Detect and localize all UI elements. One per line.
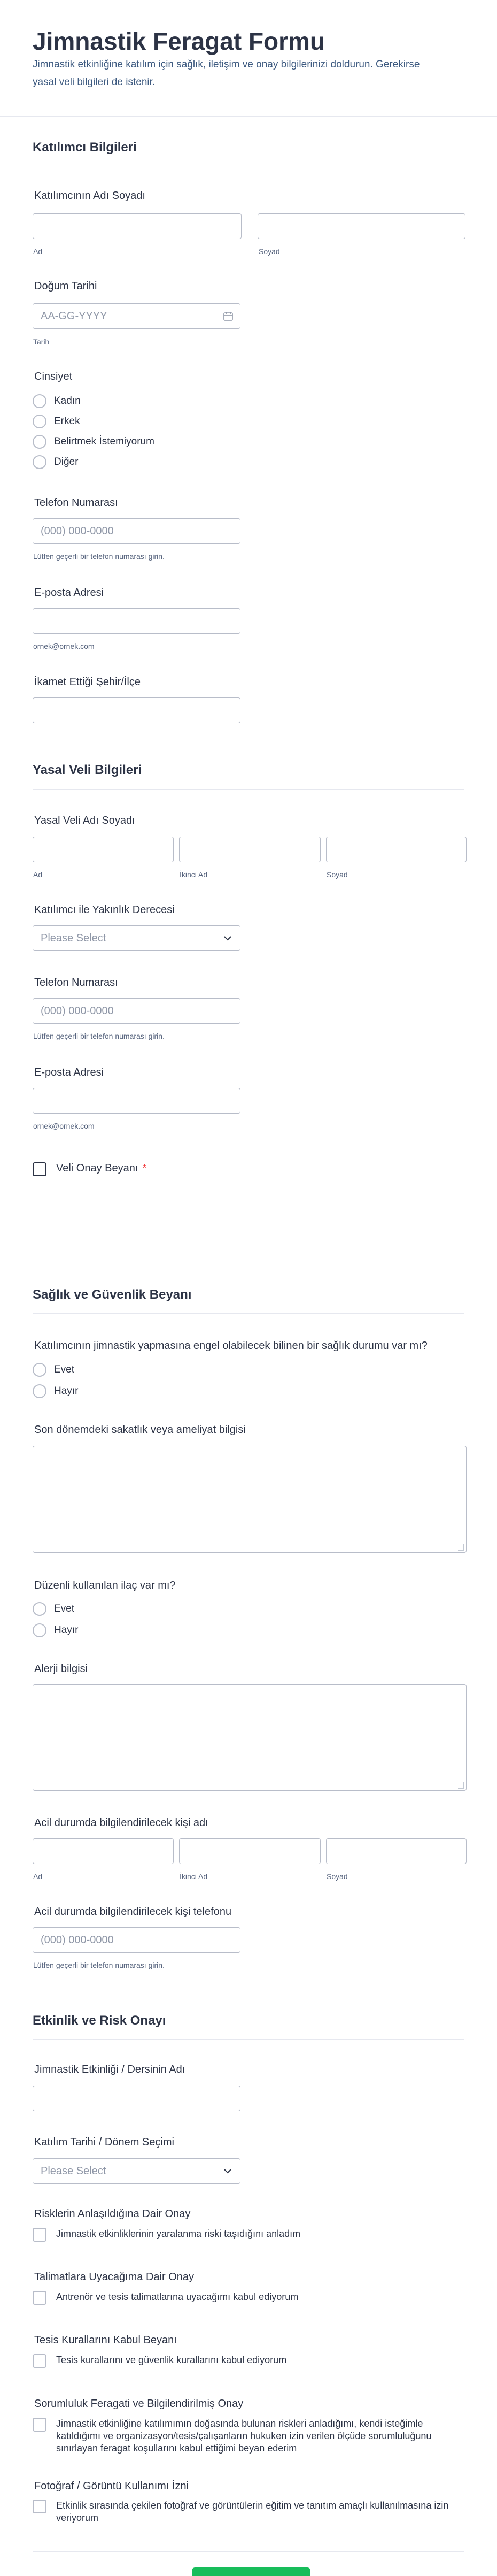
- footer-divider: [33, 2551, 464, 2552]
- participant-email-input[interactable]: [33, 608, 240, 634]
- dob-sublabel: Tarih: [33, 338, 50, 346]
- radio-label: Evet: [54, 1364, 75, 1375]
- health-condition-label: Katılımcının jimnastik yapmasına engel olabilecek bilinen bir sağlık durumu var mı?: [34, 1340, 428, 1352]
- radio-button[interactable]: [33, 1363, 46, 1377]
- guardian-last-name-input[interactable]: [326, 837, 467, 862]
- waiver-title: Sorumluluk Feragati ve Bilgilendirilmiş Onay: [34, 2398, 244, 2410]
- event-label: Jimnastik Etkinliği / Dersinin Adı: [34, 2064, 185, 2075]
- relation-label: Katılımcı ile Yakınlık Derecesi: [34, 904, 175, 916]
- section-title-health: Sağlık ve Güvenlik Beyanı: [33, 1287, 192, 1302]
- guardian-phone-input[interactable]: [33, 998, 240, 1024]
- gender-option[interactable]: [33, 455, 78, 470]
- instructions-checkbox-row[interactable]: [33, 2291, 298, 2305]
- gender-option[interactable]: [33, 394, 81, 409]
- checkbox-label: Etkinlik sırasında çekilen fotoğraf ve görüntülerin eğitim ve tanıtım amaçlı kullanılmasına izin veriyorum: [56, 2500, 449, 2523]
- dob-placeholder: AA-GG-YYYY: [41, 310, 107, 322]
- participant-phone-input[interactable]: [33, 518, 240, 544]
- section-divider: [33, 1313, 464, 1314]
- health-condition-no[interactable]: [33, 1384, 78, 1399]
- participant-phone-sublabel: Lütfen geçerli bir telefon numarası girin.: [33, 552, 165, 561]
- gender-label: Cinsiyet: [34, 371, 73, 382]
- emergency-phone-sublabel: Lütfen geçerli bir telefon numarası girin.: [33, 1961, 165, 1969]
- checkbox[interactable]: [33, 2418, 46, 2432]
- dob-label: Doğum Tarihi: [34, 280, 97, 292]
- participant-email-sublabel: ornek@ornek.com: [33, 642, 95, 650]
- participant-first-name-sublabel: Ad: [33, 247, 43, 256]
- guardian-email-input[interactable]: [33, 1088, 240, 1114]
- checkbox-label: Antrenör ve tesis talimatlarına uyacağımı kabul ediyorum: [56, 2291, 299, 2302]
- radio-label: Kadın: [54, 395, 81, 407]
- guardian-name-label: Yasal Veli Adı Soyadı: [34, 815, 135, 826]
- radio-button[interactable]: [33, 1384, 46, 1398]
- checkbox[interactable]: [33, 2354, 46, 2368]
- city-label: İkamet Ettiği Şehir/İlçe: [34, 676, 141, 688]
- section-title-participant: Katılımcı Bilgileri: [33, 140, 137, 155]
- allergy-label: Alerji bilgisi: [34, 1663, 88, 1675]
- radio-button[interactable]: [33, 394, 46, 408]
- checkbox-label: Tesis kurallarını ve güvenlik kurallarını kabul ediyorum: [56, 2355, 287, 2365]
- guardian-first-name-input[interactable]: [33, 837, 174, 862]
- date-select[interactable]: [33, 2158, 240, 2184]
- chevron-down-icon: [222, 2165, 234, 2177]
- form-header: [0, 0, 497, 117]
- chevron-down-icon: [222, 932, 234, 944]
- radio-label: Erkek: [54, 416, 80, 427]
- photo-checkbox-row[interactable]: [33, 2500, 464, 2524]
- checkbox-label: [56, 1162, 146, 1175]
- radio-label: Hayır: [54, 1624, 79, 1636]
- radio-button[interactable]: [33, 1623, 46, 1637]
- checkbox[interactable]: [33, 2500, 46, 2513]
- participant-name-label: Katılımcının Adı Soyadı: [34, 190, 145, 202]
- medication-label: Düzenli kullanılan ilaç var mı?: [34, 1580, 176, 1591]
- injury-textarea[interactable]: [33, 1446, 467, 1553]
- section-title-activity: Etkinlik ve Risk Onayı: [33, 2013, 166, 2028]
- select-placeholder: Please Select: [41, 932, 106, 944]
- phone-placeholder: (000) 000-0000: [41, 1005, 114, 1017]
- gender-option[interactable]: [33, 414, 80, 429]
- injury-label: Son dönemdeki sakatlık veya ameliyat bilgisi: [34, 1424, 246, 1436]
- guardian-first-sublabel: Ad: [33, 870, 43, 879]
- emergency-middle-name-input[interactable]: [179, 1838, 321, 1864]
- medication-no[interactable]: [33, 1623, 78, 1638]
- required-mark: *: [142, 1162, 147, 1174]
- guardian-phone-sublabel: Lütfen geçerli bir telefon numarası girin.: [33, 1032, 165, 1040]
- risk-title: Risklerin Anlaşıldığına Dair Onay: [34, 2208, 191, 2220]
- emergency-name-label: Acil durumda bilgilendirilecek kişi adı: [34, 1817, 208, 1829]
- phone-placeholder: (000) 000-0000: [41, 1934, 114, 1946]
- rules-title: Tesis Kurallarını Kabul Beyanı: [34, 2334, 177, 2346]
- risk-checkbox-row[interactable]: [33, 2228, 300, 2242]
- participant-first-name-input[interactable]: [33, 213, 242, 239]
- dob-input[interactable]: [33, 303, 240, 329]
- participant-phone-label: Telefon Numarası: [34, 497, 118, 509]
- allergy-textarea[interactable]: [33, 1684, 467, 1791]
- radio-button[interactable]: [33, 455, 46, 469]
- radio-label: Hayır: [54, 1385, 79, 1397]
- participant-last-name-sublabel: Soyad: [259, 247, 280, 256]
- emergency-phone-label: Acil durumda bilgilendirilecek kişi telefonu: [34, 1906, 232, 1918]
- gender-option[interactable]: [33, 434, 154, 449]
- emergency-first-sublabel: Ad: [33, 1872, 43, 1881]
- radio-button[interactable]: [33, 415, 46, 428]
- guardian-email-sublabel: ornek@ornek.com: [33, 1122, 95, 1130]
- radio-label: Evet: [54, 1603, 75, 1614]
- calendar-icon[interactable]: [223, 311, 234, 321]
- emergency-first-name-input[interactable]: [33, 1838, 174, 1864]
- waiver-checkbox-row[interactable]: [33, 2418, 464, 2455]
- radio-label: Diğer: [54, 456, 79, 467]
- participant-last-name-input[interactable]: [258, 213, 465, 239]
- submit-button[interactable]: [192, 2567, 310, 2576]
- guardian-middle-name-input[interactable]: [179, 837, 321, 862]
- emergency-last-sublabel: Soyad: [327, 1872, 348, 1881]
- medication-yes[interactable]: [33, 1601, 74, 1616]
- emergency-phone-input[interactable]: [33, 1927, 240, 1953]
- city-input[interactable]: [33, 697, 240, 723]
- section-title-guardian: Yasal Veli Bilgileri: [33, 763, 142, 777]
- checkbox-label: Jimnastik etkinliklerinin yaralanma riski taşıdığını anladım: [56, 2228, 301, 2239]
- guardian-middle-sublabel: İkinci Ad: [180, 870, 208, 879]
- instructions-title: Talimatlara Uyacağıma Dair Onay: [34, 2271, 194, 2283]
- radio-button[interactable]: [33, 435, 46, 449]
- form-subtitle: Jimnastik etkinliğine katılım için sağlık, iletişim ve onay bilgilerinizi doldurun. Gerekirse yasal veli bilgileri de istenir.: [33, 59, 420, 88]
- section-divider: [33, 2039, 464, 2040]
- checkbox[interactable]: [33, 1162, 46, 1176]
- section-divider: [33, 789, 464, 790]
- emergency-last-name-input[interactable]: [326, 1838, 467, 1864]
- rules-checkbox-row[interactable]: [33, 2354, 286, 2368]
- radio-button[interactable]: [33, 1602, 46, 1616]
- health-condition-yes[interactable]: [33, 1362, 74, 1377]
- checkbox-label: Jimnastik etkinliğine katılımımın doğasında bulunan riskleri anladığımı, kendi isteğimle katıldığımı ve organizasyon/tesis/çalışanların hukuken izin verilen ölçüde sorumluluğunu sınırlayan feragat koşullarını kabul ettiğimi beyan ederim: [56, 2418, 432, 2454]
- consent-label-text: Veli Onay Beyanı: [56, 1162, 138, 1174]
- guardian-phone-label: Telefon Numarası: [34, 977, 118, 988]
- relation-select[interactable]: [33, 925, 240, 951]
- guardian-last-sublabel: Soyad: [327, 870, 348, 879]
- guardian-email-label: E-posta Adresi: [34, 1067, 104, 1078]
- form-title: Jimnastik Feragat Formu: [33, 27, 325, 55]
- select-placeholder: Please Select: [41, 2165, 106, 2177]
- phone-placeholder: (000) 000-0000: [41, 525, 114, 537]
- event-input[interactable]: [33, 2086, 240, 2111]
- photo-title: Fotoğraf / Görüntü Kullanımı İzni: [34, 2480, 189, 2492]
- guardian-consent-checkbox-row[interactable]: [33, 1162, 146, 1176]
- radio-label: Belirtmek İstemiyorum: [54, 436, 154, 447]
- checkbox[interactable]: [33, 2228, 46, 2242]
- date-select-label: Katılım Tarihi / Dönem Seçimi: [34, 2136, 174, 2148]
- checkbox[interactable]: [33, 2291, 46, 2305]
- emergency-middle-sublabel: İkinci Ad: [180, 1872, 208, 1881]
- participant-email-label: E-posta Adresi: [34, 587, 104, 599]
